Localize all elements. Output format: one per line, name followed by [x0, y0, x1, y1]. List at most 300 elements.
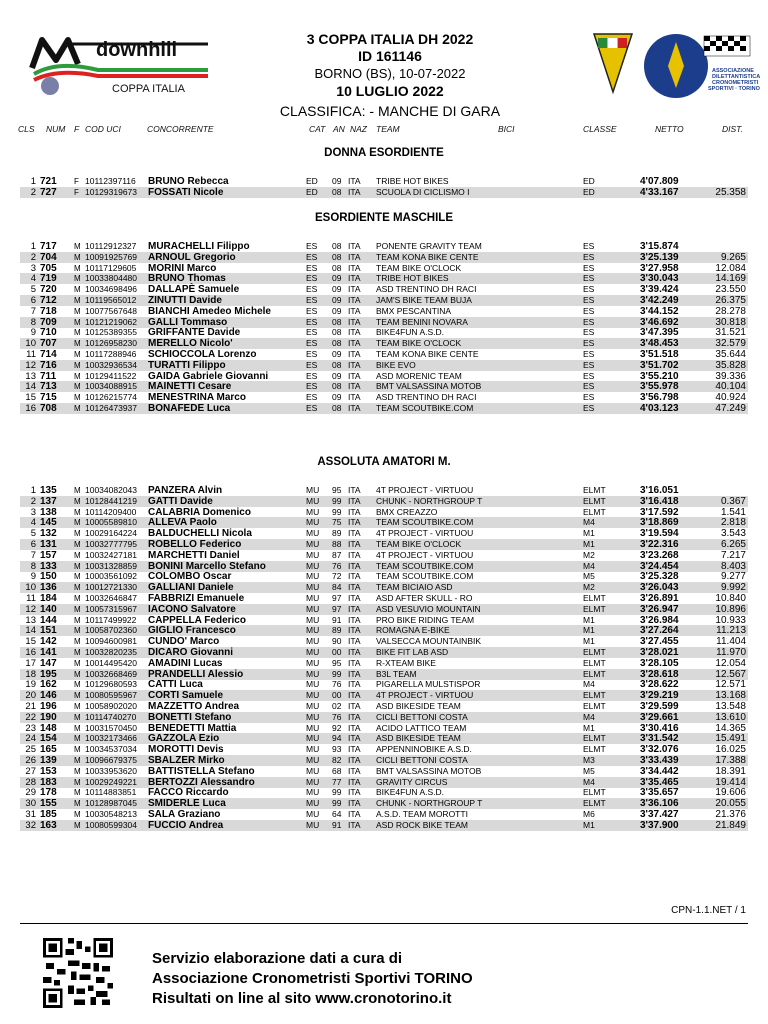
team: GRAVITY CIRCUS [376, 776, 448, 787]
nation: ITA [348, 636, 361, 647]
bib-number: 196 [40, 701, 57, 712]
nation: ITA [348, 690, 361, 701]
position: 4 [30, 517, 36, 529]
bib-number: 178 [40, 787, 57, 799]
bib-number: 165 [40, 744, 57, 756]
net-time: 3'23.268 [640, 549, 679, 561]
table-row [0, 723, 768, 734]
bib-number: 720 [40, 284, 57, 296]
team: CICLI BETTONI COSTA [376, 711, 468, 722]
rider-name: GAZZOLA Ezio [148, 733, 220, 745]
birth-year: 82 [332, 755, 342, 765]
event-place-date: BORNO (BS), 10-07-2022 [314, 66, 466, 81]
rider-name: MORINI Marco [148, 262, 217, 274]
sex: M [74, 572, 81, 582]
gap: 9.265 [720, 251, 746, 263]
net-time: 3'28.105 [640, 657, 679, 669]
birth-year: 99 [332, 506, 342, 517]
nation: ITA [348, 359, 361, 370]
bib-number: 711 [40, 370, 57, 382]
net-time: 3'35.657 [640, 787, 679, 799]
nation: ITA [348, 560, 361, 571]
uci-code: 10129411522 [85, 370, 137, 381]
sex: M [74, 550, 81, 560]
bib-number: 155 [40, 798, 57, 810]
sex: M [74, 317, 81, 327]
net-time: 3'27.455 [640, 636, 679, 648]
position: 12 [25, 603, 36, 615]
bib-number: 154 [40, 733, 57, 745]
nation: ITA [348, 744, 361, 755]
team: BMT VALSASSINA MOTOB [376, 381, 482, 392]
category: ES [306, 403, 318, 413]
birth-year: 89 [332, 625, 342, 636]
rider-name: MERELLO Nicolo' [148, 338, 233, 350]
gap: 12.571 [715, 679, 746, 691]
nation: ITA [348, 711, 361, 722]
category: MU [306, 571, 320, 582]
table-row [0, 744, 768, 755]
rider-name: BIANCHI Amedeo Michele [148, 305, 271, 317]
rider-name: BERTOZZI Alessandro [148, 776, 255, 788]
nation: ITA [348, 679, 361, 690]
nation: ITA [348, 251, 361, 262]
sex: M [74, 518, 81, 528]
nation: ITA [348, 392, 361, 403]
gap: 39.336 [715, 370, 746, 382]
rider-name: MOROTTI Devis [148, 744, 224, 756]
uci-code: 10096679375 [85, 755, 138, 765]
rider-name: GIGLIO Francesco [148, 625, 236, 637]
class: ELMT [583, 733, 606, 744]
net-time: 3'27.958 [640, 262, 679, 274]
nation: ITA [348, 262, 361, 273]
category: ES [306, 327, 318, 338]
bib-number: 148 [40, 722, 57, 734]
gap: 40.104 [715, 381, 746, 393]
uci-code: 10014495420 [85, 657, 138, 668]
net-time: 3'36.106 [640, 798, 679, 810]
sex: M [74, 756, 81, 765]
net-time: 3'19.594 [640, 528, 679, 540]
net-time: 3'44.152 [640, 305, 679, 317]
class: M2 [583, 582, 595, 593]
col-dist: DIST. [722, 124, 743, 134]
table-row [0, 658, 768, 669]
bib-number: 133 [40, 560, 57, 572]
table-row [0, 528, 768, 539]
nation: ITA [348, 787, 361, 798]
federation-logos [592, 30, 761, 100]
bib-number: 142 [40, 636, 57, 648]
bib-number: 195 [40, 668, 57, 680]
uci-code: 10032668469 [85, 668, 138, 679]
category: ES [306, 284, 318, 295]
nation: ITA [348, 528, 361, 539]
team: BIKE FIT LAB ASD [376, 647, 449, 657]
class: ES [583, 392, 595, 403]
rider-name: SALA Graziano [148, 809, 221, 820]
rider-name: FACCO Riccardo [148, 787, 229, 799]
rider-name: PRANDELLI Alessio [148, 668, 244, 680]
birth-year: 08 [332, 359, 342, 370]
category: MU [306, 636, 320, 647]
uci-code: 10057315967 [85, 603, 138, 614]
rider-name: BATTISTELLA Stefano [148, 765, 255, 777]
category: ES [306, 349, 318, 359]
category: ES [306, 262, 318, 273]
birth-year: 99 [332, 787, 342, 798]
gap: 31.521 [715, 327, 746, 339]
birth-year: 84 [332, 582, 342, 593]
team: TRIBE HOT BIKES [376, 273, 449, 284]
bib-number: 132 [40, 528, 57, 540]
table-row [0, 809, 768, 820]
nation: ITA [348, 338, 361, 349]
category: MU [306, 647, 320, 657]
svg-text:CRONOMETRISTI: CRONOMETRISTI [712, 80, 759, 86]
position: 1 [30, 485, 36, 496]
section-title: ESORDIENTE MASCHILE [314, 212, 453, 224]
table-row [0, 766, 768, 777]
sex: M [74, 496, 81, 506]
net-time: 3'30.043 [640, 273, 679, 285]
table-row [0, 176, 768, 187]
team: TEAM BIKE O'CLOCK [376, 338, 462, 349]
uci-code: 10058702360 [85, 625, 138, 636]
position: 9 [30, 571, 36, 583]
col-concorrente: CONCORRENTE [147, 124, 214, 134]
birth-year: 91 [332, 614, 342, 625]
gap: 18.391 [715, 765, 746, 777]
net-time: 3'55.210 [640, 370, 679, 382]
team: 4T PROJECT - VIRTUOU [376, 485, 474, 495]
position: 2 [30, 495, 36, 507]
category: MU [306, 668, 320, 679]
gap: 28.278 [715, 305, 746, 317]
rider-name: AMADINI Lucas [148, 657, 223, 669]
bib-number: 184 [40, 593, 57, 604]
footer-divider [20, 923, 748, 924]
gap: 3.543 [720, 528, 746, 540]
birth-year: 09 [332, 176, 342, 186]
table-row [20, 338, 748, 349]
gap: 25.358 [715, 186, 746, 198]
rider-name: MAINETTI Cesare [148, 381, 232, 393]
col-cls: CLS [18, 124, 35, 134]
uci-code: 10094600981 [85, 636, 138, 647]
bib-number: 710 [40, 327, 57, 339]
bib-number: 144 [40, 614, 57, 626]
nation: ITA [348, 176, 361, 186]
bib-number: 146 [40, 690, 57, 702]
net-time: 3'26.043 [640, 582, 679, 594]
class: ELMT [583, 506, 606, 517]
team: BMX CREAZZO [376, 506, 438, 517]
footer-association-line: Associazione Cronometristi Sportivi TORINO [152, 970, 473, 987]
position: 11 [26, 349, 36, 360]
category: ES [306, 305, 318, 316]
rider-name: FOSSATI Nicole [148, 186, 224, 198]
nation: ITA [348, 186, 361, 197]
sex: M [74, 734, 81, 744]
team: CHUNK - NORTHGROUP T [376, 495, 483, 506]
table-row [20, 604, 748, 615]
nation: ITA [348, 668, 361, 679]
nation: ITA [348, 305, 361, 316]
birth-year: 75 [332, 517, 342, 528]
class: ES [583, 251, 595, 262]
bib-number: 135 [40, 485, 57, 496]
position: 2 [30, 186, 36, 198]
nation: ITA [348, 327, 361, 338]
nation: ITA [348, 381, 361, 392]
table-row [0, 636, 768, 647]
category: MU [306, 485, 320, 495]
class: ES [583, 359, 595, 370]
table-row [20, 360, 748, 371]
team: TEAM SCOUTBIKE.COM [376, 571, 474, 582]
uci-code: 10129319673 [85, 186, 138, 197]
uci-code: 10032936534 [85, 359, 138, 370]
net-time: 3'16.418 [640, 495, 679, 507]
team: BIKE4FUN A.S.D. [376, 787, 445, 798]
sex: M [74, 604, 81, 614]
section-title: ASSOLUTA AMATORI M. [317, 456, 451, 468]
position: 14 [25, 381, 36, 393]
gap: 7.217 [720, 549, 746, 561]
uci-code: 10032777795 [85, 539, 138, 549]
class: M6 [583, 809, 595, 819]
gap: 15.491 [715, 733, 746, 745]
class: ES [583, 305, 595, 316]
sex: M [74, 712, 81, 722]
position: 16 [25, 403, 36, 414]
gap: 26.375 [715, 295, 746, 306]
sex: M [74, 382, 81, 392]
net-time: 3'30.416 [640, 722, 679, 734]
birth-year: 68 [332, 765, 342, 776]
team: TEAM KONA BIKE CENTE [376, 251, 479, 262]
nation: ITA [348, 316, 361, 327]
class: ELMT [583, 485, 606, 495]
team: TEAM BIKE O'CLOCK [376, 262, 462, 273]
category: MU [306, 506, 320, 517]
birth-year: 89 [332, 528, 342, 539]
uci-code: 10030548213 [85, 809, 138, 819]
col-bici: BICI [498, 124, 515, 134]
uci-code: 10012721330 [85, 582, 138, 593]
bib-number: 147 [40, 657, 57, 669]
team: TEAM BENINI NOVARA [376, 316, 468, 327]
sex: M [74, 637, 81, 647]
bib-number: 150 [40, 571, 57, 583]
uci-code: 10117129605 [85, 262, 137, 273]
position: 30 [25, 798, 36, 810]
nation: ITA [348, 701, 361, 711]
birth-year: 77 [332, 776, 342, 787]
bib-number: 139 [40, 755, 57, 766]
birth-year: 08 [332, 262, 342, 273]
class: M1 [583, 636, 595, 647]
gap: 11.970 [716, 647, 746, 658]
bib-number: 719 [40, 273, 57, 285]
rider-name: IACONO Salvatore [148, 603, 236, 615]
rider-name: CATTI Luca [148, 679, 203, 691]
nation: ITA [348, 517, 361, 528]
rider-name: DICARO Giovanni [148, 647, 234, 658]
nation: ITA [348, 593, 361, 603]
birth-year: 99 [332, 668, 342, 679]
nation: ITA [348, 755, 361, 765]
nation: ITA [348, 614, 361, 625]
nation: ITA [348, 539, 361, 549]
net-time: 3'34.442 [640, 765, 679, 777]
position: 10 [25, 338, 36, 350]
team: TEAM SCOUTBIKE.COM [376, 403, 474, 413]
nation: ITA [348, 549, 361, 560]
rider-name: BONAFEDE Luca [148, 403, 231, 414]
team: 4T PROJECT - VIRTUOU [376, 549, 474, 560]
nation: ITA [348, 506, 361, 517]
class: M1 [583, 722, 595, 733]
table-row [20, 798, 748, 809]
position: 18 [25, 668, 36, 680]
table-row [20, 625, 748, 636]
gap: 14.365 [715, 722, 746, 734]
team: JAM'S BIKE TEAM BUJA [376, 295, 472, 305]
uci-code: 10058902020 [85, 701, 138, 711]
uci-code: 10125389355 [85, 327, 138, 338]
position: 13 [25, 370, 36, 382]
gap: 47.249 [715, 403, 746, 414]
nation: ITA [348, 765, 361, 776]
nation: ITA [348, 349, 361, 359]
net-time: 3'35.465 [640, 776, 679, 788]
page-reference: CPN-1.1.NET / 1 [671, 905, 746, 916]
category: MU [306, 755, 320, 765]
sex: M [74, 242, 81, 251]
uci-code: 10091925769 [85, 251, 138, 262]
nation: ITA [348, 819, 361, 830]
net-time: 3'56.798 [640, 392, 679, 404]
birth-year: 08 [332, 241, 342, 251]
rider-name: ROBELLO Federico [148, 539, 242, 550]
position: 27 [25, 765, 36, 777]
sex: M [74, 486, 81, 495]
rider-name: BRUNO Thomas [148, 273, 226, 285]
net-time: 3'31.542 [640, 733, 679, 745]
table-row [20, 755, 748, 766]
position: 13 [25, 614, 36, 626]
rider-name: DALLAPÈ Samuele [148, 284, 240, 296]
position: 9 [30, 327, 36, 339]
class: ES [583, 403, 595, 413]
gap: 19.606 [715, 787, 746, 799]
net-time: 3'26.984 [640, 614, 679, 626]
nation: ITA [348, 485, 361, 495]
nation: ITA [348, 295, 361, 305]
table-row [20, 317, 748, 328]
sex: M [74, 263, 81, 273]
sex: M [74, 702, 81, 711]
category: MU [306, 549, 320, 560]
team: 4T PROJECT - VIRTUOU [376, 528, 474, 539]
table-row [0, 571, 768, 582]
sex: M [74, 669, 81, 679]
table-row [0, 263, 768, 274]
net-time: 4'33.167 [640, 186, 679, 198]
col-cod-uci: COD UCI [85, 124, 121, 134]
table-row [20, 187, 748, 198]
sex: M [74, 691, 81, 701]
net-time: 3'47.395 [640, 327, 679, 339]
position: 12 [25, 359, 36, 371]
rider-name: MARCHETTI Daniel [148, 549, 240, 561]
net-time: 3'55.978 [640, 381, 679, 393]
rider-name: GALLI Tommaso [148, 316, 228, 328]
table-row [20, 295, 748, 306]
position: 8 [30, 316, 36, 328]
team: APPENNINOBIKE A.S.D. [376, 744, 472, 755]
birth-year: 09 [332, 392, 342, 403]
gap: 35.828 [715, 359, 746, 371]
event-id: ID 161146 [358, 48, 422, 64]
team: BIKE EVO [376, 359, 416, 370]
category: MU [306, 690, 320, 701]
rider-name: GAIDA Gabriele Giovanni [148, 370, 269, 382]
gap: 6.265 [720, 539, 746, 550]
nation: ITA [348, 582, 361, 593]
table-row [0, 701, 768, 712]
class: M2 [583, 549, 595, 560]
gap: 40.924 [715, 392, 746, 404]
birth-year: 95 [332, 657, 342, 668]
birth-year: 08 [332, 327, 342, 338]
net-time: 3'51.702 [640, 359, 679, 371]
svg-text:downhill: downhill [96, 39, 178, 61]
bib-number: 713 [40, 381, 57, 393]
team: TEAM SCOUTBIKE.COM [376, 560, 474, 571]
class: ELMT [583, 744, 606, 755]
net-time: 3'25.328 [640, 571, 679, 583]
birth-year: 76 [332, 560, 342, 571]
sex: M [74, 561, 81, 571]
nation: ITA [348, 603, 361, 614]
net-time: 3'28.618 [640, 668, 679, 680]
sex: M [74, 745, 81, 755]
sex: M [74, 648, 81, 657]
table-row [0, 241, 768, 252]
class: ES [583, 284, 595, 295]
team: ASD MORENIC TEAM [376, 370, 462, 381]
nation: ITA [348, 798, 361, 809]
gap: 10.933 [715, 614, 746, 626]
net-time: 3'33.439 [640, 755, 679, 766]
bib-number: 715 [40, 392, 57, 404]
class: M4 [583, 679, 595, 690]
sex: M [74, 658, 81, 668]
net-time: 4'03.123 [640, 403, 679, 414]
birth-year: 09 [332, 295, 342, 305]
class: ES [583, 273, 595, 284]
team: VALSECCA MOUNTAINBIK [376, 636, 482, 647]
uci-code: 10126958230 [85, 338, 138, 349]
gap: 21.376 [715, 809, 746, 820]
sex: M [74, 306, 81, 316]
position: 1 [30, 176, 36, 187]
rider-name: SBALZER Mirko [148, 755, 225, 766]
